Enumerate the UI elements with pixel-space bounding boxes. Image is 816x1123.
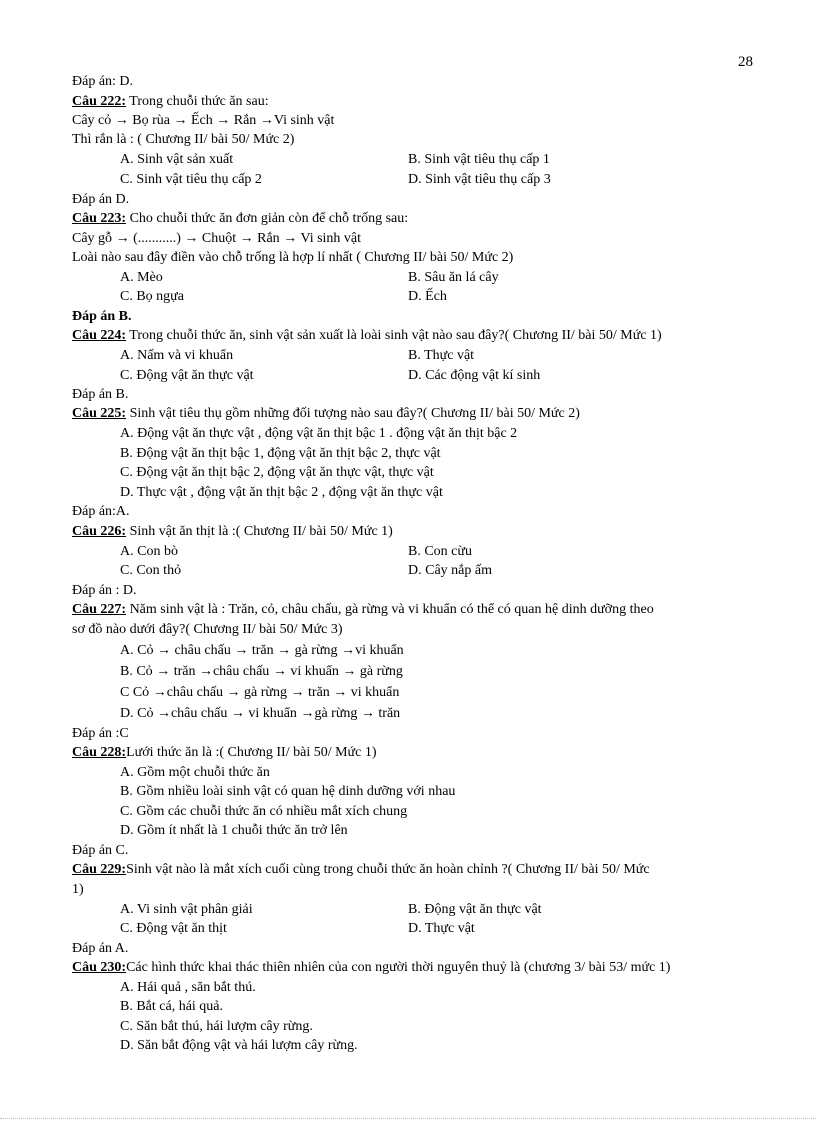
page-bottom-divider xyxy=(0,1118,816,1119)
option-d: D. Các động vật kí sinh xyxy=(408,368,541,383)
arrow-icon: → xyxy=(290,685,305,700)
chain-item: vi khuẩn xyxy=(290,664,339,679)
option-c: C. Động vật ăn thực vật xyxy=(120,368,254,383)
question-text-cont: 1) xyxy=(72,882,84,897)
arrow-icon: → xyxy=(360,706,375,721)
answer-line: Đáp án C. xyxy=(72,843,129,858)
chain-blank: (...........) xyxy=(133,231,181,246)
question-label: Câu 222: xyxy=(72,94,127,109)
option-d: D. Sinh vật tiêu thụ cấp 3 xyxy=(408,172,551,187)
question-label: Câu 228: xyxy=(72,745,127,760)
question-label: Câu 223: xyxy=(72,211,127,226)
arrow-icon: → xyxy=(173,113,188,128)
arrow-icon: → xyxy=(272,664,287,679)
arrow-icon: → xyxy=(184,231,199,246)
food-chain-222 xyxy=(72,111,334,130)
food-chain-223 xyxy=(72,229,361,248)
option-c: C. Bọ ngựa xyxy=(120,289,184,304)
answer-line: Đáp án:A. xyxy=(72,504,130,519)
question-228 xyxy=(72,743,377,762)
option-b: B. Gồm nhiều loài sinh vật có quan hệ dinh dưỡng với nhau xyxy=(120,784,456,799)
question-text: Sinh vật ăn thịt là :( Chương II/ bài 50/ Mức 1) xyxy=(126,524,393,539)
question-label: Câu 227: xyxy=(72,602,127,617)
option-d: D. Ếch xyxy=(408,289,447,304)
question-text: Năm sinh vật là : Trăn, cỏ, châu chấu, gà rừng và vi khuẩn có thể có quan hệ dinh dưỡng theo xyxy=(126,602,654,617)
option-letter: B. xyxy=(120,664,133,679)
chain-item: vi khuẩn xyxy=(350,685,400,700)
arrow-icon: → xyxy=(341,643,356,658)
option-c: C. Động vật ăn thịt xyxy=(120,921,227,936)
chain-item: Vi sinh vật xyxy=(300,231,362,246)
option-c: C. Động vật ăn thịt bậc 2, động vật ăn thực vật, thực vật xyxy=(120,465,434,480)
option-d: D. Cây nắp ấm xyxy=(408,563,492,578)
arrow-icon: → xyxy=(156,706,171,721)
chain-item: Cỏ xyxy=(132,685,150,700)
chain-item: châu chấu xyxy=(166,685,224,700)
option-b: B. Thực vật xyxy=(408,348,475,363)
arrow-icon: → xyxy=(156,643,171,658)
option-d xyxy=(120,704,400,723)
arrow-icon: → xyxy=(239,231,254,246)
answer-line: Đáp án : D. xyxy=(72,583,137,598)
option-letter: D. xyxy=(120,706,134,721)
option-d: D. Gồm ít nhất là 1 chuỗi thức ăn trở lên xyxy=(120,823,348,838)
question-text: Sinh vật nào là mắt xích cuối cùng trong chuỗi thức ăn hoàn chỉnh ?( Chương II/ bài 50/ Mức xyxy=(126,862,650,877)
arrow-icon: → xyxy=(259,113,274,128)
chain-item: Rắn xyxy=(233,113,257,128)
arrow-icon: → xyxy=(115,231,130,246)
option-c: C. Gồm các chuỗi thức ăn có nhiều mắt xích chung xyxy=(120,804,408,819)
chain-item: Vi sinh vật xyxy=(273,113,335,128)
question-230 xyxy=(72,958,670,977)
option-a: A. Con bò xyxy=(120,544,178,559)
option-a: A. Động vật ăn thực vật , động vật ăn thịt bậc 1 . động vật ăn thịt bậc 2 xyxy=(120,426,518,441)
question-text: Lưới thức ăn là :( Chương II/ bài 50/ Mức 1) xyxy=(126,745,377,760)
arrow-icon: → xyxy=(230,706,245,721)
option-d: D. Thực vật xyxy=(408,921,475,936)
chain-item: trăn xyxy=(378,706,401,721)
chain-item: vi khuẩn xyxy=(355,643,404,658)
chain-item: Cỏ xyxy=(136,664,153,679)
option-b: B. Sâu ăn lá cây xyxy=(408,270,499,285)
option-a xyxy=(120,641,404,660)
question-text: Các hình thức khai thác thiên nhiên của con người thời nguyên thuỷ là (chương 3/ bài 53/ mức 1) xyxy=(126,960,671,975)
question-text-cont: sơ đồ nào dưới đây?( Chương II/ bài 50/ Mức 3) xyxy=(72,622,343,637)
arrow-icon: → xyxy=(277,643,292,658)
question-text: Cho chuỗi thức ăn đơn giản còn để chỗ trống sau: xyxy=(126,211,409,226)
question-224 xyxy=(72,326,662,345)
chain-item: châu chấu xyxy=(174,643,231,658)
option-c: C. Săn bắt thú, hái lượm cây rừng. xyxy=(120,1019,313,1034)
option-c: C. Con thỏ xyxy=(120,563,182,578)
option-a: A. Sinh vật sản xuất xyxy=(120,152,234,167)
question-223 xyxy=(72,209,408,228)
question-text: Trong chuỗi thức ăn sau: xyxy=(126,94,269,109)
arrow-icon: → xyxy=(300,706,315,721)
question-prompt: Thì rắn là : ( Chương II/ bài 50/ Mức 2) xyxy=(72,132,295,147)
option-b: B. Con cừu xyxy=(408,544,472,559)
chain-item: trăn xyxy=(308,685,330,700)
chain-item: châu chấu xyxy=(212,664,270,679)
option-a: A. Vi sinh vật phân giải xyxy=(120,902,253,917)
option-a: A. Nấm và vi khuẩn xyxy=(120,348,234,363)
answer-line: Đáp án B. xyxy=(72,309,132,324)
option-a: A. Mèo xyxy=(120,270,163,285)
chain-item: Rắn xyxy=(257,231,280,246)
question-226 xyxy=(72,522,393,541)
question-227 xyxy=(72,600,654,619)
arrow-icon: → xyxy=(114,113,129,128)
answer-line: Đáp án D. xyxy=(72,192,130,207)
option-b: B. Bắt cá, hái quả. xyxy=(120,999,224,1014)
chain-item: trăn xyxy=(251,643,274,658)
option-d: D. Thực vật , động vật ăn thịt bậc 2 , động vật ăn thực vật xyxy=(120,485,443,500)
arrow-icon: → xyxy=(283,231,298,246)
answer-line: Đáp án B. xyxy=(72,387,129,402)
answer-line: Đáp án :C xyxy=(72,726,129,741)
option-a: A. Hái quả , săn bắt thú. xyxy=(120,980,256,995)
question-229 xyxy=(72,860,650,879)
chain-item: vi khuẩn xyxy=(248,706,297,721)
arrow-icon: → xyxy=(234,643,249,658)
option-b xyxy=(120,662,403,681)
chain-item: gà rừng xyxy=(244,685,288,700)
question-label: Câu 226: xyxy=(72,524,127,539)
question-text: Trong chuỗi thức ăn, sinh vật sản xuất là loài sinh vật nào sau đây?( Chương II/ bài 50/ Mức 1) xyxy=(126,328,662,343)
question-prompt: Loài nào sau đây điền vào chỗ trống là hợp lí nhất ( Chương II/ bài 50/ Mức 2) xyxy=(72,250,514,265)
question-label: Câu 230: xyxy=(72,960,127,975)
answer-line: Đáp án A. xyxy=(72,941,129,956)
chain-item: Cây gỗ xyxy=(72,231,113,246)
chain-item: trăn xyxy=(173,664,196,679)
option-c: C. Sinh vật tiêu thụ cấp 2 xyxy=(120,172,262,187)
arrow-icon: → xyxy=(152,685,167,700)
chain-item: Ếch xyxy=(190,113,213,128)
question-label: Câu 225: xyxy=(72,406,127,421)
arrow-icon: → xyxy=(156,664,171,679)
option-b: B. Sinh vật tiêu thụ cấp 1 xyxy=(408,152,550,167)
option-d: D. Săn bắt động vật và hái lượm cây rừng. xyxy=(120,1038,358,1053)
chain-item: gà rừng xyxy=(314,706,358,721)
arrow-icon: → xyxy=(342,664,357,679)
question-222 xyxy=(72,92,269,111)
arrow-icon: → xyxy=(216,113,231,128)
option-letter: A. xyxy=(120,643,134,658)
chain-item: Chuột xyxy=(201,231,237,246)
option-letter: C xyxy=(120,685,130,700)
option-b: B. Động vật ăn thực vật xyxy=(408,902,542,917)
arrow-icon: → xyxy=(198,664,213,679)
chain-item: Cỏ xyxy=(137,643,154,658)
arrow-icon: → xyxy=(333,685,348,700)
chain-item: châu chấu xyxy=(170,706,228,721)
answer-line: Đáp án: D. xyxy=(72,74,134,89)
option-c xyxy=(120,683,399,702)
option-b: B. Động vật ăn thịt bậc 1, động vật ăn thịt bậc 2, thực vật xyxy=(120,446,441,461)
page-number: 28 xyxy=(738,54,753,70)
option-a: A. Gồm một chuỗi thức ăn xyxy=(120,765,270,780)
chain-item: gà rừng xyxy=(294,643,338,658)
chain-item: Cây cỏ xyxy=(72,113,112,128)
arrow-icon: → xyxy=(226,685,241,700)
question-label: Câu 229: xyxy=(72,862,127,877)
chain-item: gà rừng xyxy=(359,664,403,679)
question-text: Sinh vật tiêu thụ gồm những đối tượng nào sau đây?( Chương II/ bài 50/ Mức 2) xyxy=(126,406,580,421)
question-225 xyxy=(72,404,580,423)
chain-item: Cỏ xyxy=(137,706,154,721)
chain-item: Bọ rùa xyxy=(132,113,170,128)
question-label: Câu 224: xyxy=(72,328,127,343)
